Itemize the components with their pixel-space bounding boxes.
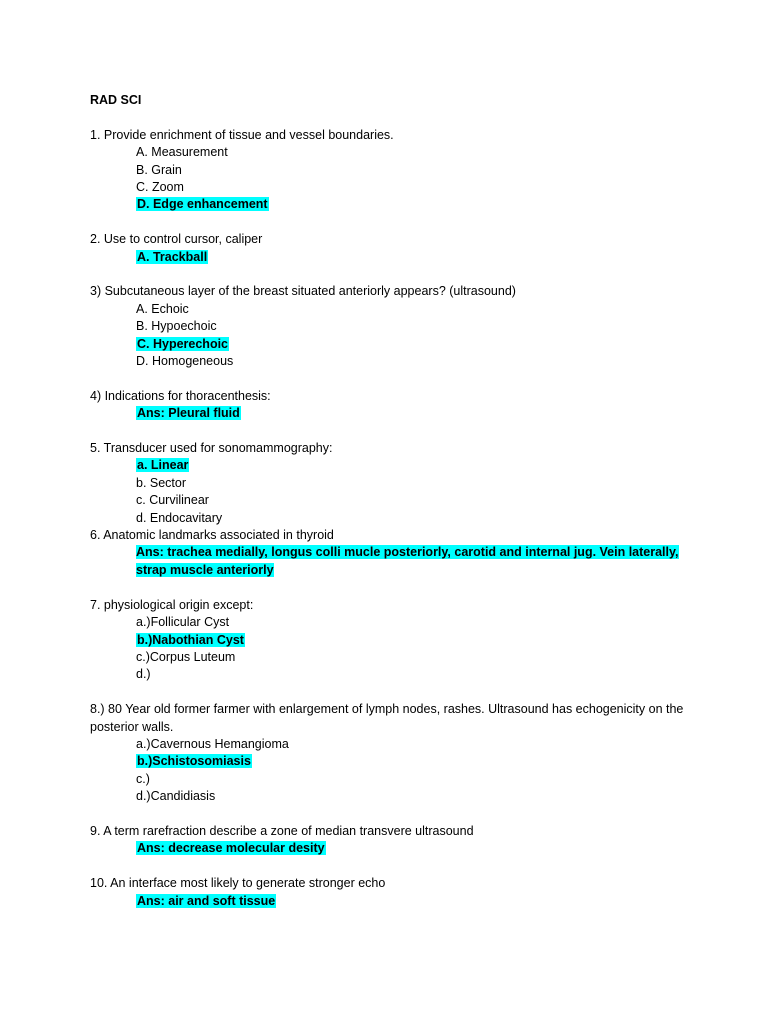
highlighted-answer: D. Edge enhancement — [137, 197, 268, 212]
question-text: 7. physiological origin except: — [90, 597, 254, 612]
question-4 — [90, 388, 690, 423]
highlighted-answer: Ans: Pleural fluid — [137, 406, 240, 421]
correct-choice-item — [136, 632, 690, 649]
highlighted-answer: a. Linear — [137, 458, 189, 473]
highlighted-answer: Ans: trachea medially, longus colli mucle posteriorly, carotid and internal jug. Vein laterally, strap muscle anteriorly — [136, 545, 679, 577]
question-6 — [90, 527, 690, 579]
choice-list — [90, 301, 690, 371]
choice-item: B. Hypoechoic — [136, 319, 217, 334]
choice-item: A. Echoic — [136, 301, 189, 316]
correct-choice-item — [136, 196, 690, 213]
answer-line — [90, 893, 690, 910]
highlighted-answer: A. Trackball — [137, 249, 208, 264]
question-2 — [90, 231, 690, 266]
question-5 — [90, 440, 690, 527]
question-10 — [90, 875, 690, 910]
document-title: RAD SCI — [90, 93, 142, 107]
answer-line — [90, 840, 690, 857]
highlighted-answer: b.)Nabothian Cyst — [137, 632, 244, 647]
highlighted-answer: Ans: decrease molecular desity — [137, 841, 325, 856]
choice-item: a.)Follicular Cyst — [136, 615, 230, 630]
question-text: 1. Provide enrichment of tissue and vessel boundaries. — [90, 127, 394, 142]
correct-choice-item — [136, 753, 690, 770]
document-page — [90, 92, 690, 927]
choice-list — [90, 614, 690, 684]
question-7 — [90, 597, 690, 684]
choice-item: c.)Corpus Luteum — [136, 649, 236, 664]
choice-item: d. Endocavitary — [136, 510, 223, 525]
answer-line — [90, 405, 690, 422]
question-text: 9. A term rarefraction describe a zone of median transvere ultrasound — [90, 823, 474, 838]
choice-list — [90, 144, 690, 214]
question-1 — [90, 127, 690, 214]
question-8 — [90, 701, 690, 805]
question-text: 8.) 80 Year old former farmer with enlargement of lymph nodes, rashes. Ultrasound has echogenicity on the posterior walls. — [90, 702, 684, 734]
choice-item: B. Grain — [136, 162, 182, 177]
choice-list — [90, 249, 690, 266]
choice-item: A. Measurement — [136, 145, 228, 160]
correct-choice-item — [136, 249, 690, 266]
question-text: 5. Transducer used for sonomammography: — [90, 441, 333, 456]
question-text: 3) Subcutaneous layer of the breast situated anteriorly appears? (ultrasound) — [90, 284, 516, 299]
choice-item: c.) — [136, 771, 150, 786]
question-text: 2. Use to control cursor, caliper — [90, 232, 263, 247]
question-9 — [90, 823, 690, 858]
correct-choice-item — [136, 457, 690, 474]
highlighted-answer: b.)Schistosomiasis — [137, 754, 251, 769]
question-3 — [90, 283, 690, 370]
question-text: 6. Anatomic landmarks associated in thyroid — [90, 528, 334, 543]
choice-item: d.)Candidiasis — [136, 789, 216, 804]
choice-item: b. Sector — [136, 475, 187, 490]
highlighted-answer: C. Hyperechoic — [137, 336, 229, 351]
choice-list — [90, 457, 690, 527]
choice-item: C. Zoom — [136, 180, 184, 195]
choice-list — [90, 736, 690, 806]
question-text: 10. An interface most likely to generate stronger echo — [90, 876, 386, 891]
question-text: 4) Indications for thoracenthesis: — [90, 388, 271, 403]
highlighted-answer: Ans: air and soft tissue — [137, 893, 276, 908]
choice-item: d.) — [136, 667, 151, 682]
answer-line — [90, 544, 690, 579]
correct-choice-item — [136, 336, 690, 353]
choice-item: a.)Cavernous Hemangioma — [136, 736, 289, 751]
choice-item: c. Curvilinear — [136, 493, 209, 508]
choice-item: D. Homogeneous — [136, 354, 234, 369]
